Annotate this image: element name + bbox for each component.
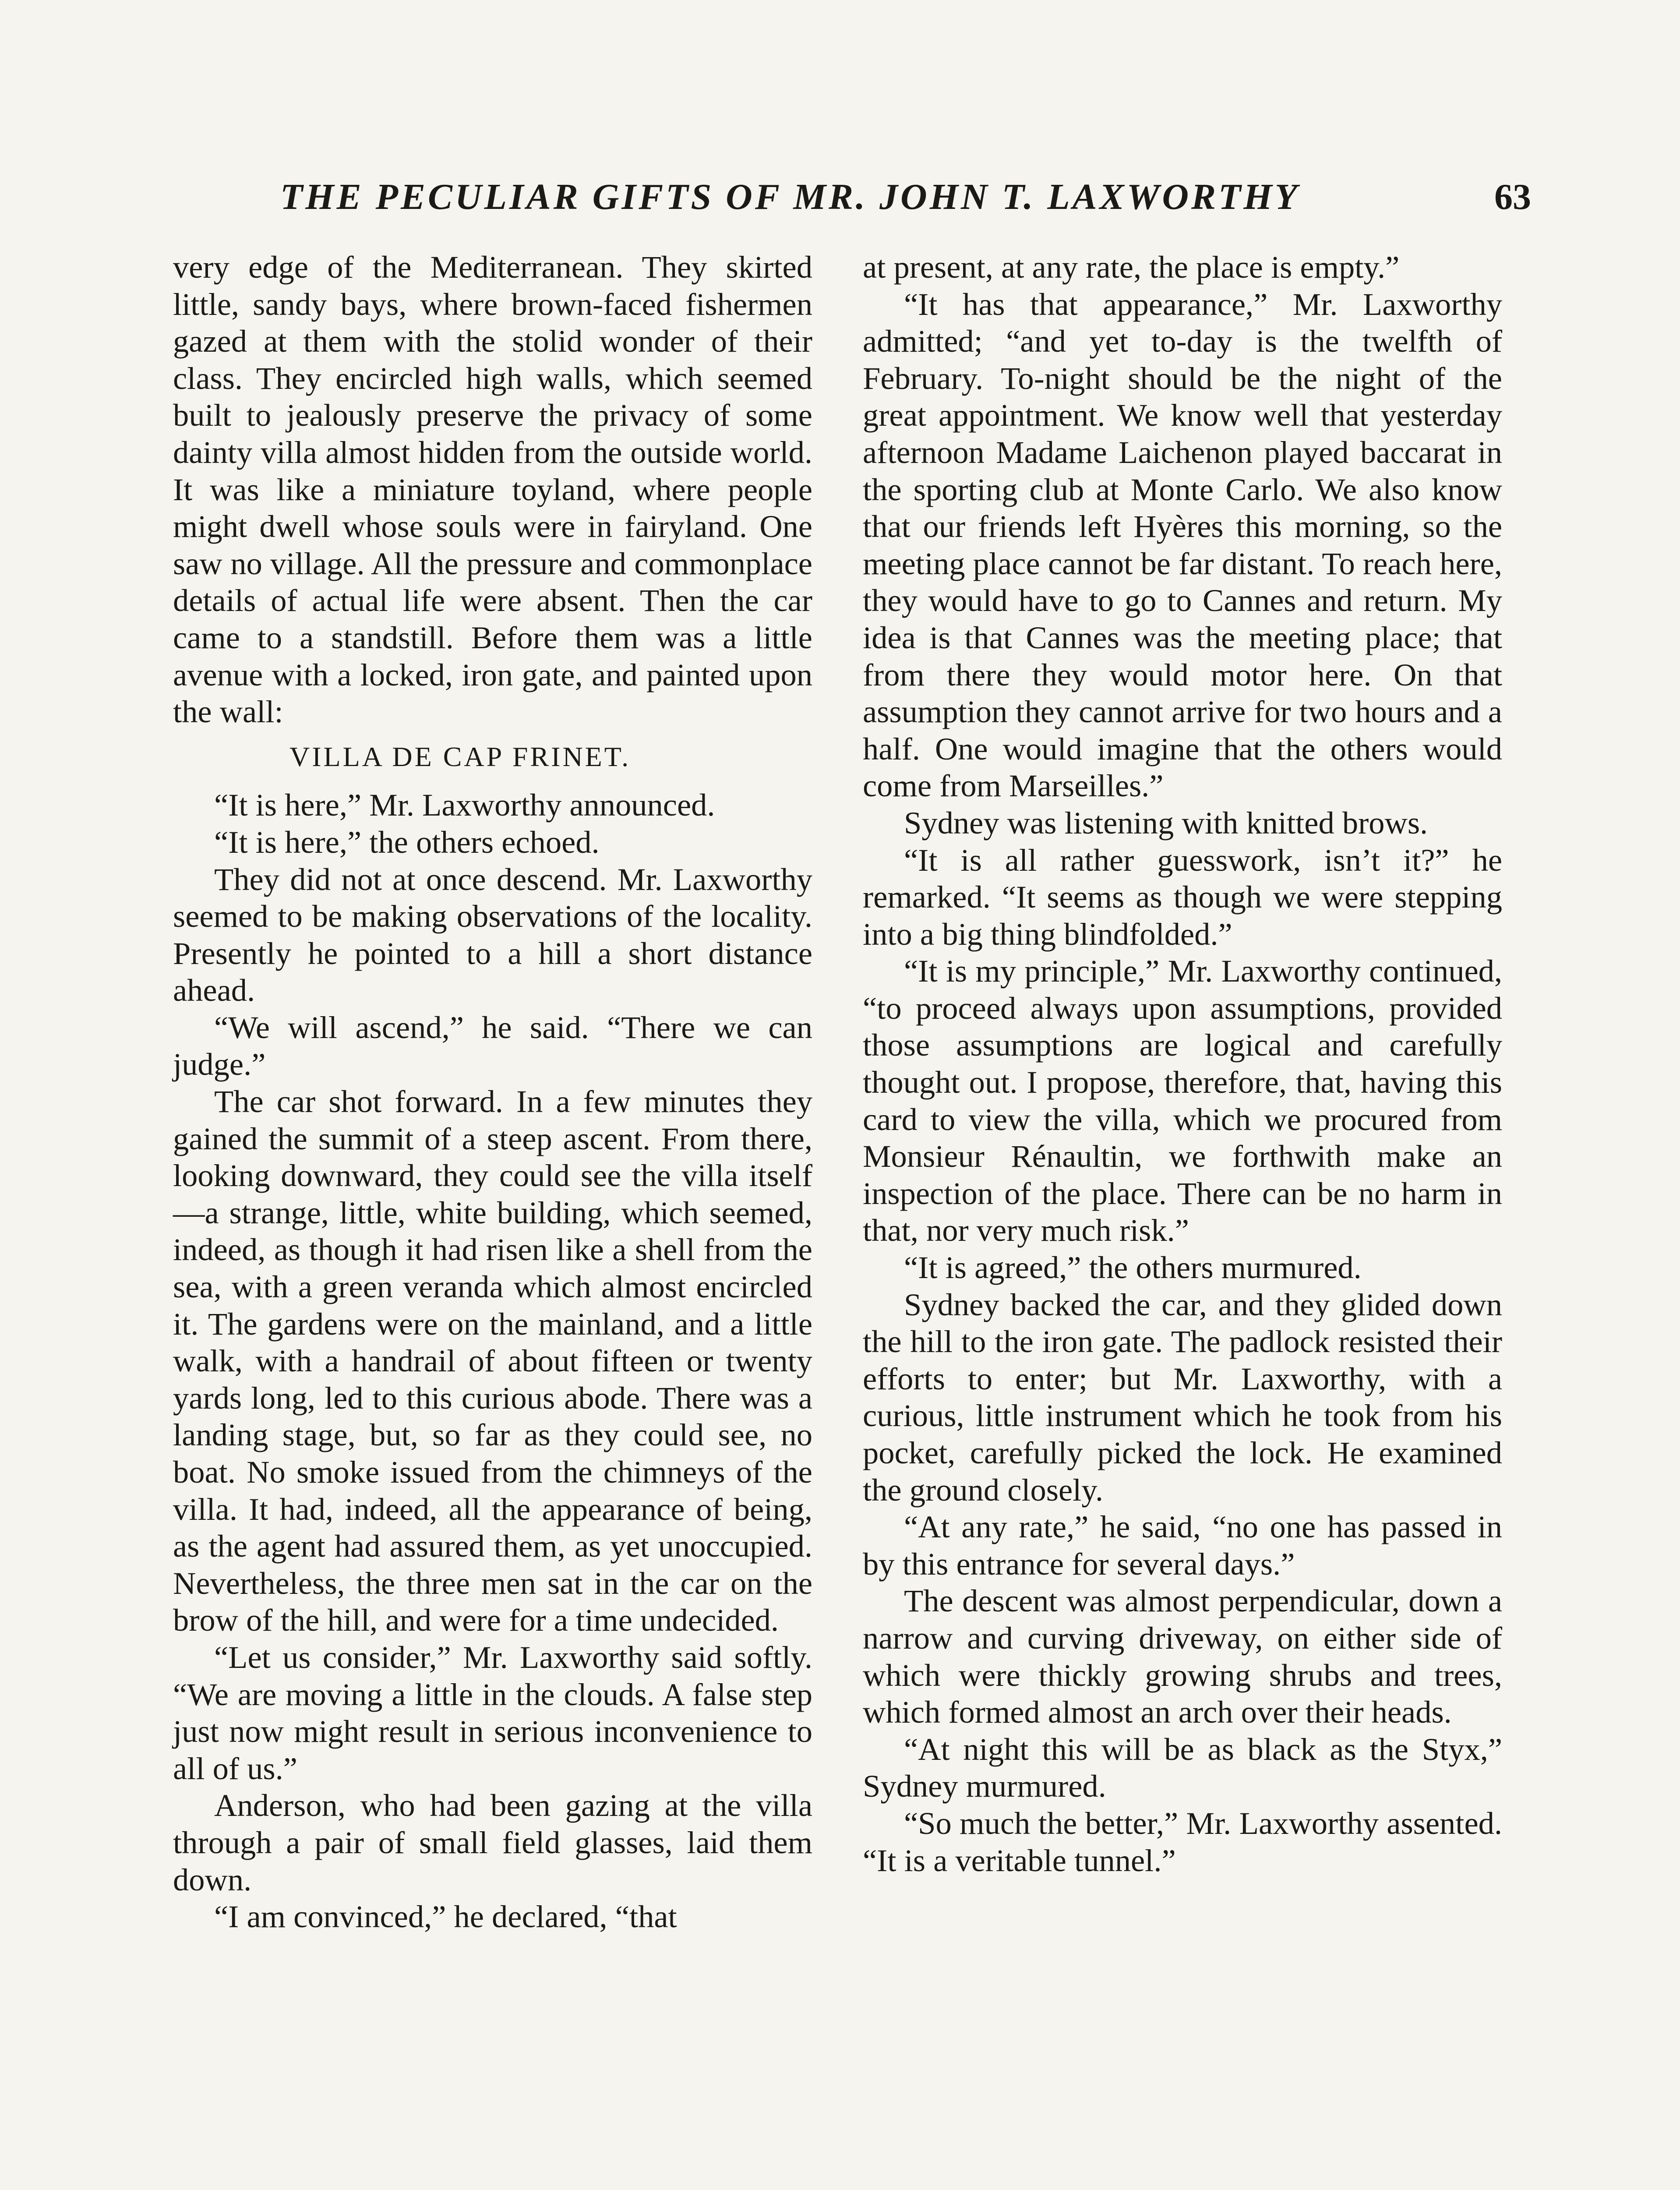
paragraph: “It is all rather guesswork, isn’t it?” he remarked. “It seems as though we were stepping into a big thing blindfolded.” xyxy=(863,842,1502,952)
paragraph: at present, at any rate, the place is empty.” xyxy=(863,249,1400,285)
paragraph: “It is agreed,” the others murmured. xyxy=(904,1250,1362,1286)
paragraph: very edge of the Mediterranean. They skirted little, sandy bays, where brown-faced fishermen gazed at them with the stolid wonder of their class. They encircled high walls, which seemed built to jealously preserve the privacy of some dainty villa almost hidden from the outside world. It was like a miniature toyland, where people might dwell whose souls were in fairyland. One saw no village. All the pressure and commonplace details of actual life were absent. Then the car came to a standstill. Before them was a little avenue with a locked, iron gate, and painted upon the wall: xyxy=(173,249,812,730)
paragraph: “I am convinced,” he declared, “that xyxy=(214,1899,677,1935)
villa-sign-heading: VILLA DE CAP FRINET. xyxy=(289,741,631,772)
paragraph: Sydney backed the car, and they glided down the hill to the iron gate. The padlock resisted their efforts to enter; but Mr. Laxworthy, with a curious, little instrument which he took from his pocket, carefully picked the lock. He examined the ground closely. xyxy=(863,1286,1502,1508)
paragraph: “It is my principle,” Mr. Laxworthy continued, “to proceed always upon assumptions, provided those assumptions are logical and carefully thought out. I propose, therefore, that, having this card to view the villa, which we procured from Monsieur Rénaultin, we forthwith make an inspection of the place. There can be no harm in that, nor very much risk.” xyxy=(863,953,1502,1248)
paragraph: “We will ascend,” he said. “There we can judge.” xyxy=(173,1009,812,1082)
page-header xyxy=(280,166,1531,228)
paragraph: The descent was almost perpendicular, down a narrow and curving driveway, on either side of which were thickly growing shrubs and trees, which formed almost an arch over their heads. xyxy=(863,1583,1502,1730)
paragraph: “It has that appearance,” Mr. Laxworthy admitted; “and yet to-day is the twelfth of February. To-night should be the night of the great appointment. We know well that yesterday afternoon Madame Laichenon played baccarat in the sporting club at Monte Carlo. We also know that our friends left Hyères this morning, so the meeting place cannot be far distant. To reach here, they would have to go to Cannes and return. My idea is that Cannes was the meeting place; that from there they would motor here. On that assumption they cannot arrive for two hours and a half. One would imagine that the others would come from Marseilles.” xyxy=(863,286,1502,804)
paragraph: “Let us consider,” Mr. Laxworthy said softly. “We are moving a little in the clouds. A false step just now might result in serious inconvenience to all of us.” xyxy=(173,1639,812,1786)
paragraph: The car shot forward. In a few minutes they gained the summit of a steep ascent. From there, looking downward, they could see the villa itself—a strange, little, white building, which seemed, indeed, as though it had risen like a shell from the sea, with a green veranda which almost encircled it. The gardens were on the mainland, and a little walk, with a handrail of about fifteen or twenty yards long, led to this curious abode. There was a landing stage, but, so far as they could see, no boat. No smoke issued from the chimneys of the villa. It had, indeed, all the appearance of being, as the agent had assured them, as yet unoccupied. Nevertheless, the three men sat in the car on the brow of the hill, and were for a time undecided. xyxy=(173,1084,812,1638)
paragraph: “At any rate,” he said, “no one has passed in by this entrance for several days.” xyxy=(863,1509,1502,1582)
paragraph: “So much the better,” Mr. Laxworthy assented. “It is a veritable tunnel.” xyxy=(863,1805,1502,1878)
right-column xyxy=(863,249,1502,1879)
paragraph: “At night this will be as black as the Styx,” Sydney murmured. xyxy=(863,1731,1502,1804)
paragraph: “It is here,” the others echoed. xyxy=(214,824,600,860)
paragraph: “It is here,” Mr. Laxworthy announced. xyxy=(214,787,715,823)
page-number: 63 xyxy=(1494,177,1531,217)
paragraph: Anderson, who had been gazing at the villa through a pair of small field glasses, laid them down. xyxy=(173,1787,812,1897)
left-column xyxy=(173,249,812,1936)
paragraph: Sydney was listening with knitted brows. xyxy=(904,805,1428,841)
running-title: THE PECULIAR GIFTS OF MR. JOHN T. LAXWORTHY xyxy=(280,177,1300,217)
paragraph: They did not at once descend. Mr. Laxworthy seemed to be making observations of the locality. Presently he pointed to a hill a short distance ahead. xyxy=(173,861,812,1008)
